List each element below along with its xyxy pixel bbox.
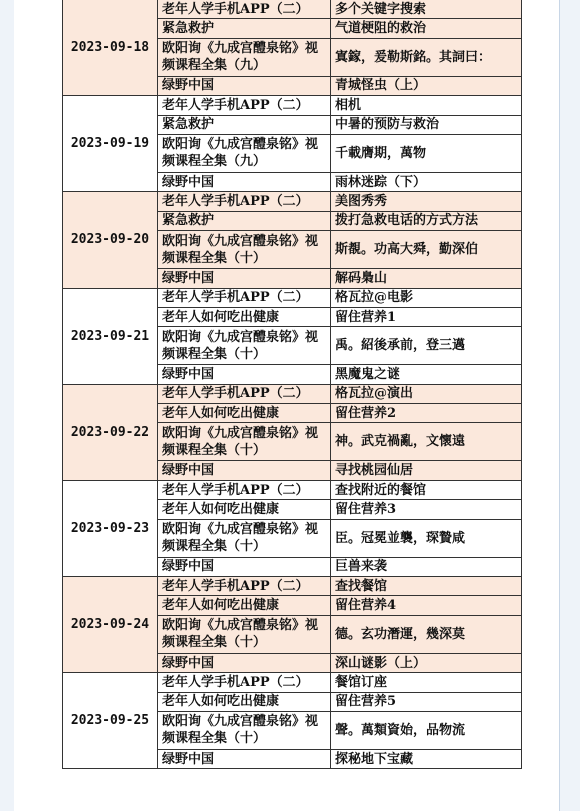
date-cell: 2023-09-19 <box>63 96 158 192</box>
course-cell: 老年人学手机APP（二） <box>158 673 331 692</box>
date-cell: 2023-09-25 <box>63 673 158 769</box>
lesson-cell: 留住营养1 <box>331 307 522 326</box>
lesson-cell: 聲。萬類資始，品物流 <box>331 711 522 749</box>
lesson-cell: 臣。冠冕並襲，琛贄咸 <box>331 519 522 557</box>
lesson-cell: 留住营养2 <box>331 404 522 423</box>
course-schedule-table <box>62 0 522 769</box>
course-cell: 老年人学手机APP（二） <box>158 384 331 403</box>
course-cell: 老年人学手机APP（二） <box>158 288 331 307</box>
course-cell: 绿野中国 <box>158 172 331 191</box>
day-group <box>63 480 522 576</box>
date-cell: 2023-09-20 <box>63 192 158 288</box>
lesson-cell: 拨打急救电话的方式方法 <box>331 211 522 230</box>
course-cell: 紧急救护 <box>158 19 331 38</box>
table-row <box>63 192 522 211</box>
course-cell: 绿野中国 <box>158 749 331 768</box>
left-margin-strip <box>0 0 15 811</box>
lesson-cell: 留住营养4 <box>331 596 522 615</box>
course-cell: 老年人学手机APP（二） <box>158 480 331 499</box>
day-group <box>63 192 522 288</box>
day-group <box>63 0 522 96</box>
lesson-cell: 深山谜影（上） <box>331 653 522 672</box>
course-cell: 欧阳询《九成宫醴泉铭》视频课程全集（九） <box>158 134 331 172</box>
course-cell: 老年人学手机APP（二） <box>158 96 331 115</box>
lesson-cell: 格瓦拉@电影 <box>331 288 522 307</box>
lesson-cell: 黑魔鬼之谜 <box>331 365 522 384</box>
course-cell: 紧急救护 <box>158 115 331 134</box>
course-cell: 欧阳询《九成宫醴泉铭》视频课程全集（十） <box>158 423 331 461</box>
date-cell: 2023-09-18 <box>63 0 158 96</box>
lesson-cell: 禹。紹後承前，登三邁 <box>331 327 522 365</box>
course-cell: 老年人如何吃出健康 <box>158 307 331 326</box>
course-cell: 紧急救护 <box>158 211 331 230</box>
table-row <box>63 96 522 115</box>
lesson-cell: 斯覩。功高大舜，勤深伯 <box>331 231 522 269</box>
lesson-cell: 寻找桃园仙居 <box>331 461 522 480</box>
lesson-cell: 雨林迷踪（下） <box>331 172 522 191</box>
course-cell: 欧阳询《九成宫醴泉铭》视频课程全集（十） <box>158 519 331 557</box>
course-cell: 绿野中国 <box>158 269 331 288</box>
course-cell: 绿野中国 <box>158 653 331 672</box>
right-scrollbar-strip[interactable] <box>559 0 580 811</box>
lesson-cell: 留住营养5 <box>331 692 522 711</box>
course-cell: 欧阳询《九成宫醴泉铭》视频课程全集（九） <box>158 38 331 76</box>
table-row <box>63 577 522 596</box>
lesson-cell: 查找餐馆 <box>331 577 522 596</box>
course-cell: 绿野中国 <box>158 461 331 480</box>
date-cell: 2023-09-21 <box>63 288 158 384</box>
table-row <box>63 384 522 403</box>
course-cell: 欧阳询《九成宫醴泉铭》视频课程全集（十） <box>158 615 331 653</box>
day-group <box>63 96 522 192</box>
table-row <box>63 480 522 499</box>
date-cell: 2023-09-22 <box>63 384 158 480</box>
course-cell: 绿野中国 <box>158 365 331 384</box>
lesson-cell: 相机 <box>331 96 522 115</box>
lesson-cell: 查找附近的餐馆 <box>331 480 522 499</box>
course-cell: 欧阳询《九成宫醴泉铭》视频课程全集（十） <box>158 711 331 749</box>
lesson-cell: 多个关键字搜索 <box>331 0 522 19</box>
course-cell: 老年人如何吃出健康 <box>158 692 331 711</box>
lesson-cell: 巨兽来袭 <box>331 557 522 576</box>
day-group <box>63 673 522 769</box>
course-cell: 老年人如何吃出健康 <box>158 596 331 615</box>
lesson-cell: 德。玄功潛運，幾深莫 <box>331 615 522 653</box>
lesson-cell: 青城怪虫（上） <box>331 76 522 95</box>
lesson-cell: 解码梟山 <box>331 269 522 288</box>
lesson-cell: 探秘地下宝藏 <box>331 749 522 768</box>
day-group <box>63 384 522 480</box>
date-cell: 2023-09-24 <box>63 577 158 673</box>
lesson-cell: 餐馆订座 <box>331 673 522 692</box>
course-cell: 老年人学手机APP（二） <box>158 192 331 211</box>
lesson-cell: 气道梗阻的救治 <box>331 19 522 38</box>
lesson-cell: 留住营养3 <box>331 500 522 519</box>
lesson-cell: 神。武克禍亂，文懷遠 <box>331 423 522 461</box>
course-cell: 老年人如何吃出健康 <box>158 500 331 519</box>
day-group <box>63 577 522 673</box>
table-row <box>63 0 522 19</box>
day-group <box>63 288 522 384</box>
course-cell: 绿野中国 <box>158 557 331 576</box>
lesson-cell: 中暑的预防与救治 <box>331 115 522 134</box>
table-row <box>63 673 522 692</box>
lesson-cell: 美图秀秀 <box>331 192 522 211</box>
lesson-cell: 格瓦拉@演出 <box>331 384 522 403</box>
course-cell: 欧阳询《九成宫醴泉铭》视频课程全集（十） <box>158 327 331 365</box>
date-cell: 2023-09-23 <box>63 480 158 576</box>
lesson-cell: 千載膺期，萬物 <box>331 134 522 172</box>
course-cell: 欧阳询《九成宫醴泉铭》视频课程全集（十） <box>158 231 331 269</box>
course-cell: 老年人如何吃出健康 <box>158 404 331 423</box>
course-cell: 老年人学手机APP（二） <box>158 577 331 596</box>
course-cell: 绿野中国 <box>158 76 331 95</box>
lesson-cell: 寘鎵，爰勒斯銘。其詞曰： <box>331 38 522 76</box>
course-cell: 老年人学手机APP（二） <box>158 0 331 19</box>
table-row <box>63 288 522 307</box>
